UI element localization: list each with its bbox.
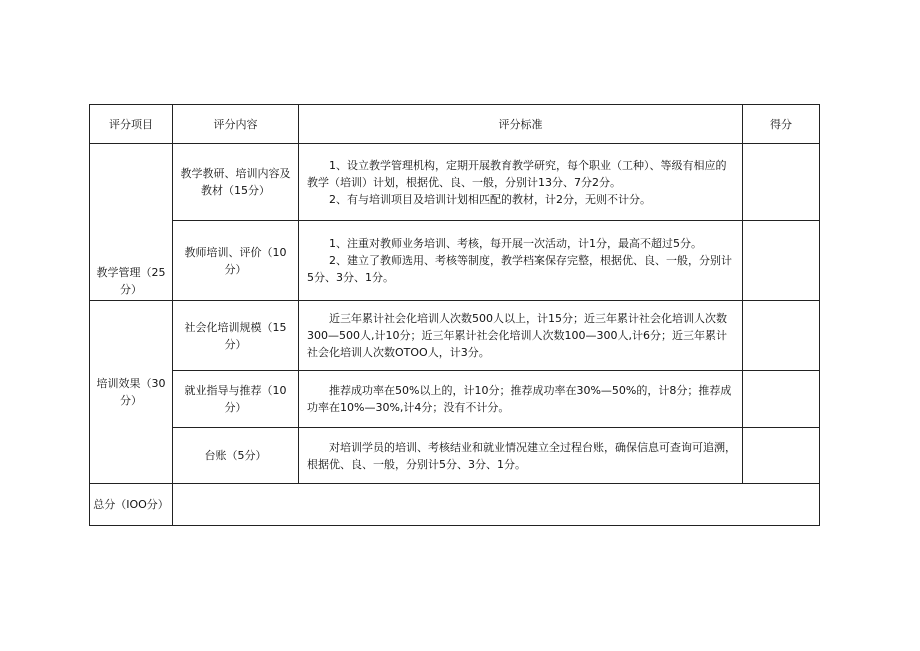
content-employment-guidance: 就业指导与推荐（10分） bbox=[173, 371, 299, 428]
total-label: 总分（IOO分） bbox=[90, 484, 173, 526]
total-score-cell[interactable] bbox=[173, 484, 820, 526]
standard-paragraph: 2、有与培训项目及培训计划相匹配的教材，计2分，无则不计分。 bbox=[329, 192, 651, 206]
table-row bbox=[90, 301, 820, 371]
content-teacher-training: 教师培训、评价（10分） bbox=[173, 221, 299, 301]
header-content: 评分内容 bbox=[173, 105, 299, 144]
standard-paragraph: 对培训学员的培训、考核结业和就业情况建立全过程台账，确保信息可查询可追溯，根据优、良、一般，分别计5分、3分、1分。 bbox=[307, 440, 736, 471]
table-row bbox=[90, 371, 820, 428]
table-row bbox=[90, 221, 820, 301]
header-row bbox=[90, 105, 820, 144]
header-standard: 评分标准 bbox=[299, 105, 743, 144]
standard-paragraph: 1、注重对教师业务培训、考核，每开展一次活动，计1分，最高不超过5分。 bbox=[329, 237, 702, 250]
project-training-effect: 培训效果（30分） bbox=[90, 301, 173, 484]
standard-ledger bbox=[299, 428, 743, 484]
table-row bbox=[90, 428, 820, 484]
project-teaching-management: 教学管理（25分） bbox=[90, 144, 173, 301]
content-social-training-scale: 社会化培训规模（15分） bbox=[173, 301, 299, 371]
standard-paragraph: 近三年累计社会化培训人次数500人以上，计15分；近三年累计社会化培训人次数300—500人,计10分；近三年累计社会化培训人次数100—300人,计6分；近三年累计社会化培训人次数OTOO人，计3分。 bbox=[307, 312, 727, 359]
standard-teacher-training bbox=[299, 221, 743, 301]
standard-teaching-research bbox=[299, 144, 743, 221]
table-row bbox=[90, 144, 820, 221]
score-cell[interactable] bbox=[743, 144, 820, 221]
standard-employment-guidance bbox=[299, 371, 743, 428]
scoring-table bbox=[89, 104, 820, 526]
standard-paragraph: 推荐成功率在50%以上的，计10分；推荐成功率在30%—50%的，计8分；推荐成功率在10%—30%,计4分；没有不计分。 bbox=[307, 384, 732, 414]
standard-paragraph: 2、建立了教师选用、考核等制度，教学档案保存完整，根据优、良、一般，分别计5分、3分、1分。 bbox=[307, 254, 732, 284]
header-project: 评分项目 bbox=[90, 105, 173, 144]
content-ledger: 台账（5分） bbox=[173, 428, 299, 484]
standard-paragraph: 1、设立教学管理机构，定期开展教育教学研究，每个职业（工种）、等级有相应的教学（培训）计划，根据优、良、一般，分别计13分、7分2分。 bbox=[307, 158, 727, 189]
score-cell[interactable] bbox=[743, 221, 820, 301]
score-cell[interactable] bbox=[743, 371, 820, 428]
standard-social-training-scale bbox=[299, 301, 743, 371]
total-row bbox=[90, 484, 820, 526]
content-teaching-research: 教学教研、培训内容及教材（15分） bbox=[173, 144, 299, 221]
header-score: 得分 bbox=[743, 105, 820, 144]
score-cell[interactable] bbox=[743, 301, 820, 371]
score-cell[interactable] bbox=[743, 428, 820, 484]
